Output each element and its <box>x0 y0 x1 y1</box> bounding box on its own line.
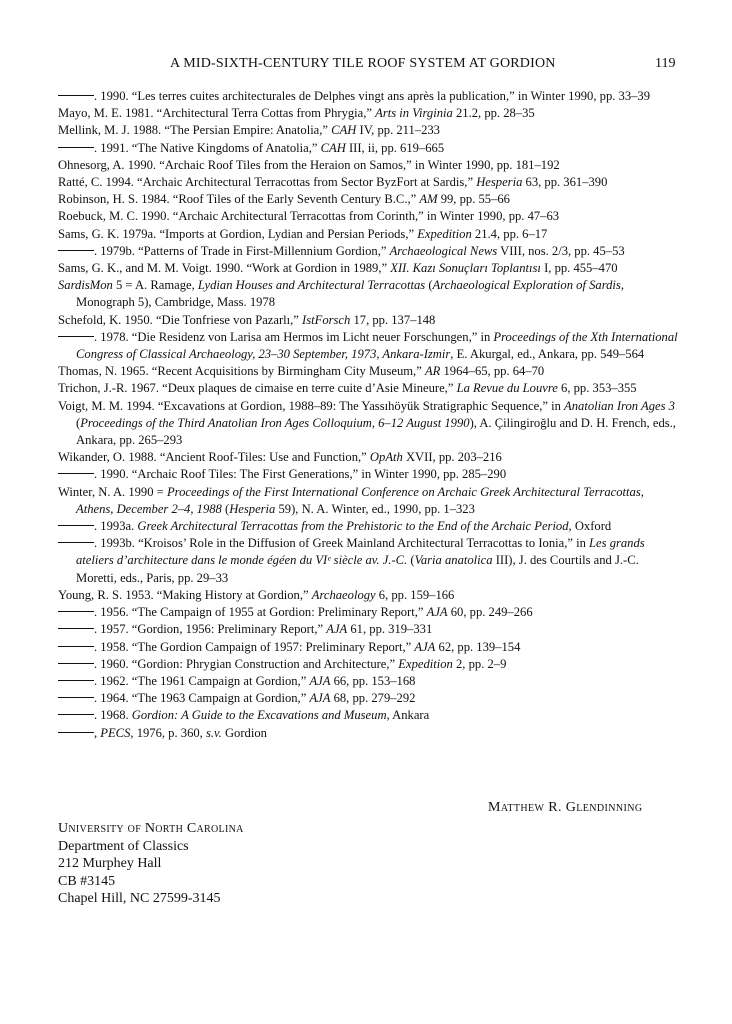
reference-entry <box>58 484 680 518</box>
reference-italic-text: IstForsch <box>302 312 351 327</box>
reference-text: I, pp. 455–470 <box>540 261 618 276</box>
reference-text: IV, pp. 211–233 <box>356 123 440 138</box>
reference-text: 59), N. A. Winter, ed., 1990, pp. 1–323 <box>275 501 475 516</box>
reference-text: , Monograph 5), Cambridge, Mass. 1978 <box>76 278 624 310</box>
reference-italic-text: Proceedings of the Xth International Congress of Classical Archaeology, 23–30 September, 1973, Ankara-Izmir <box>76 329 678 362</box>
reference-italic-text: AR <box>424 364 441 379</box>
reference-entry <box>58 449 680 466</box>
reference-text: ( <box>76 415 81 430</box>
reference-text: Schefold, K. 1950. “Die Tonfriese von Pazarlı,” <box>58 312 303 327</box>
reference-entry <box>58 656 680 673</box>
affiliation-line: 212 Murphey Hall <box>58 856 162 872</box>
reference-italic-text: OpAth <box>369 450 403 465</box>
reference-text: 1964–65, pp. 64–70 <box>440 364 545 379</box>
reference-text: . 1991. “The Native Kingdoms of Anatolia,” <box>94 140 321 155</box>
reference-italic-text: Archaeological News <box>389 243 498 258</box>
affiliation-university: University of North Carolina <box>58 821 244 836</box>
reference-italic-text: PECS <box>100 725 131 740</box>
reference-text: 62, pp. 139–154 <box>435 639 521 654</box>
reference-italic-text: AJA <box>426 605 448 620</box>
reference-italic-text: Greek Architectural Terracottas from the Prehistoric to the End of the Archaic Period <box>137 519 569 534</box>
reference-text: Ohnesorg, A. 1990. “Archaic Roof Tiles from the Heraion on Samos,” in Winter 1990, pp. 181–192 <box>58 157 560 172</box>
reference-text: . 1990. “Archaic Roof Tiles: The First Generations,” in Winter 1990, pp. 285–290 <box>94 467 507 482</box>
reference-text: ( <box>425 278 433 293</box>
reference-text: Gordion <box>221 725 267 740</box>
reference-text: Thomas, N. 1965. “Recent Acquisitions by Birmingham City Museum,” <box>58 364 425 379</box>
bibliography-list <box>58 88 680 742</box>
reference-text: . 1990. “Les terres cuites architecturales de Delphes vingt ans après la publication,” in Winter 1990, pp. 33–39 <box>94 89 651 103</box>
reference-entry <box>58 157 680 174</box>
reference-italic-text: Les grands ateliers d’architecture dans le monde égéen du VIᵉ siècle av. J.-C. <box>76 536 645 568</box>
reference-text: 61, pp. 319–331 <box>347 622 433 637</box>
reference-italic-text: La Revue du Louvre <box>456 381 558 396</box>
reference-entry <box>58 329 680 363</box>
ditto-dash <box>58 611 94 612</box>
reference-text: Roebuck, M. C. 1990. “Archaic Architectural Terracottas from Corinth,” in Winter 1990, pp. 47–63 <box>58 209 560 224</box>
reference-text: , Ankara <box>386 708 430 723</box>
reference-entry <box>58 191 680 208</box>
reference-text: ), A. Çilingiroğlu and D. H. French, eds., Ankara, pp. 265–293 <box>76 415 676 448</box>
reference-text: . 1978. “Die Residenz von Larisa am Hermos im Licht neuer Forschungen,” in <box>94 329 494 344</box>
affiliation-line: Chapel Hill, NC 27599-3145 <box>58 891 221 907</box>
ditto-dash <box>58 250 94 251</box>
reference-entry <box>58 604 680 621</box>
reference-text: 2, pp. 2–9 <box>452 656 507 671</box>
ditto-dash <box>58 680 94 681</box>
ditto-dash <box>58 732 94 733</box>
reference-italic-text: AM <box>419 192 438 207</box>
reference-entry <box>58 725 680 742</box>
reference-text: Sams, G. K., and M. M. Voigt. 1990. “Work at Gordion in 1989,” <box>58 261 391 276</box>
affiliation-line: Department of Classics <box>58 838 189 854</box>
reference-italic-text: Lydian Houses and Architectural Terracottas <box>197 278 426 293</box>
reference-entry <box>58 707 680 724</box>
reference-italic-text: Archaeology <box>311 587 376 602</box>
reference-entry <box>58 535 680 587</box>
ditto-dash <box>58 663 94 664</box>
ditto-dash <box>58 525 94 526</box>
reference-entry <box>58 174 680 191</box>
reference-text: 60, pp. 249–266 <box>447 605 533 620</box>
ditto-dash <box>58 646 94 647</box>
reference-text: . 1979b. “Patterns of Trade in First-Millennium Gordion,” <box>94 243 390 258</box>
reference-text: 63, pp. 361–390 <box>522 175 608 190</box>
reference-italic-text: Archaeological Exploration of Sardis <box>432 278 621 293</box>
reference-entry <box>58 122 680 139</box>
reference-text: Robinson, H. S. 1984. “Roof Tiles of the Early Seventh Century B.C.,” <box>58 192 420 207</box>
reference-text: , <box>94 725 101 740</box>
reference-entry <box>58 88 680 105</box>
reference-text: 17, pp. 137–148 <box>350 312 436 327</box>
reference-entry <box>58 466 680 483</box>
reference-text: III), J. des Courtils and J.-C. Moretti, eds., Paris, pp. 29–33 <box>76 553 639 585</box>
reference-text: . 1962. “The 1961 Campaign at Gordion,” <box>94 673 310 688</box>
reference-entry <box>58 208 680 225</box>
reference-text: 99, pp. 55–66 <box>437 192 510 207</box>
reference-entry <box>58 312 680 329</box>
reference-text: Mellink, M. J. 1988. “The Persian Empire: Anatolia,” <box>58 123 332 138</box>
reference-text: ( <box>221 501 230 516</box>
reference-italic-text: XII. Kazı Sonuçları Toplantısı <box>390 261 541 276</box>
reference-italic-text: CAH <box>331 123 357 138</box>
ditto-dash <box>58 714 94 715</box>
reference-text: . 1993a. <box>94 519 138 534</box>
reference-entry <box>58 398 680 450</box>
reference-text: ( <box>407 553 415 568</box>
reference-italic-text: Proceedings of the Third Anatolian Iron Ages Colloquium, 6–12 August 1990 <box>80 415 470 430</box>
reference-entry <box>58 518 680 535</box>
reference-italic-text: Varia anatolica <box>414 553 493 568</box>
reference-entry <box>58 639 680 656</box>
running-title: A MID-SIXTH-CENTURY TILE ROOF SYSTEM AT GORDION <box>170 56 556 71</box>
reference-text: . 1964. “The 1963 Campaign at Gordion,” <box>94 691 310 706</box>
reference-entry <box>58 363 680 380</box>
reference-italic-text: AJA <box>309 673 331 688</box>
reference-text: , 1976, p. 360, <box>130 725 206 740</box>
reference-text: Wikander, O. 1988. “Ancient Roof-Tiles: Use and Function,” <box>58 450 370 465</box>
ditto-dash <box>58 147 94 148</box>
reference-italic-text: Expedition <box>417 226 472 241</box>
reference-text: . 1993b. “Kroisos’ Role in the Diffusion of Greek Mainland Architectural Terracottas to Ionia,” in <box>94 536 590 551</box>
reference-entry <box>58 140 680 157</box>
reference-text: XVII, pp. 203–216 <box>402 450 502 465</box>
reference-entry <box>58 277 680 311</box>
reference-text: 6, pp. 159–166 <box>375 587 455 602</box>
reference-italic-text: Hesperia <box>229 501 276 516</box>
reference-text: Young, R. S. 1953. “Making History at Gordion,” <box>58 587 312 602</box>
ditto-dash <box>58 697 94 698</box>
reference-text: 66, pp. 153–168 <box>330 673 416 688</box>
reference-entry <box>58 587 680 604</box>
author-affiliation <box>58 820 244 908</box>
reference-italic-text: Hesperia <box>476 175 523 190</box>
reference-italic-text: s.v. <box>205 725 222 740</box>
reference-text: Sams, G. K. 1979a. “Imports at Gordion, Lydian and Persian Periods,” <box>58 226 418 241</box>
reference-italic-text: SardisMon <box>58 278 113 293</box>
reference-text: . 1958. “The Gordion Campaign of 1957: Preliminary Report,” <box>94 639 415 654</box>
reference-text: Mayo, M. E. 1981. “Architectural Terra Cottas from Phrygia,” <box>58 106 376 121</box>
reference-text: 68, pp. 279–292 <box>330 691 416 706</box>
reference-text: 21.4, pp. 6–17 <box>471 226 548 241</box>
reference-text: VIII, nos. 2/3, pp. 45–53 <box>497 243 625 258</box>
ditto-dash <box>58 628 94 629</box>
reference-text: Trichon, J.-R. 1967. “Deux plaques de cimaise en terre cuite d’Asie Mineure,” <box>58 381 457 396</box>
reference-italic-text: AJA <box>326 622 348 637</box>
reference-text: 6, pp. 353–355 <box>557 381 637 396</box>
reference-italic-text: Expedition <box>398 656 453 671</box>
ditto-dash <box>58 336 94 337</box>
reference-italic-text: Gordion: A Guide to the Excavations and Museum <box>131 708 387 723</box>
reference-text: Ratté, C. 1994. “Archaic Architectural Terracottas from Sector ByzFort at Sardis,” <box>58 175 477 190</box>
reference-text: 5 = A. Ramage, <box>112 278 198 293</box>
author-signature: Matthew R. Glendinning <box>488 800 643 815</box>
reference-text: , Oxford <box>568 519 612 534</box>
reference-text: . 1960. “Gordion: Phrygian Construction and Architecture,” <box>94 656 399 671</box>
reference-entry <box>58 690 680 707</box>
ditto-dash <box>58 95 94 96</box>
reference-italic-text: AJA <box>309 691 331 706</box>
reference-text: . 1968. <box>94 708 132 723</box>
page-number: 119 <box>655 56 676 71</box>
reference-italic-text: Proceedings of the First International Conference on Archaic Greek Architectural Terracottas, Athens, December 2–4, 1988 <box>76 484 644 516</box>
reference-entry <box>58 621 680 638</box>
ditto-dash <box>58 473 94 474</box>
reference-italic-text: Arts in Virginia <box>375 106 453 121</box>
reference-entry <box>58 260 680 277</box>
reference-entry <box>58 380 680 397</box>
reference-entry <box>58 673 680 690</box>
reference-text: Voigt, M. M. 1994. “Excavations at Gordion, 1988–89: The Yassıhöyük Stratigraphic Sequence,” in <box>58 398 565 413</box>
reference-entry <box>58 105 680 122</box>
affiliation-line: CB #3145 <box>58 873 116 889</box>
reference-entry <box>58 243 680 260</box>
reference-text: , E. Akurgal, ed., Ankara, pp. 549–564 <box>450 347 645 362</box>
reference-text: Winter, N. A. 1990 = <box>58 484 167 499</box>
reference-entry <box>58 226 680 243</box>
reference-text: . 1957. “Gordion, 1956: Preliminary Report,” <box>94 622 327 637</box>
reference-italic-text: CAH <box>320 140 346 155</box>
reference-italic-text: AJA <box>414 639 436 654</box>
reference-text: . 1956. “The Campaign of 1955 at Gordion: Preliminary Report,” <box>94 605 427 620</box>
reference-italic-text: Anatolian Iron Ages 3 <box>564 398 675 413</box>
reference-text: III, ii, pp. 619–665 <box>345 140 445 155</box>
ditto-dash <box>58 542 94 543</box>
reference-text: 21.2, pp. 28–35 <box>452 106 535 121</box>
